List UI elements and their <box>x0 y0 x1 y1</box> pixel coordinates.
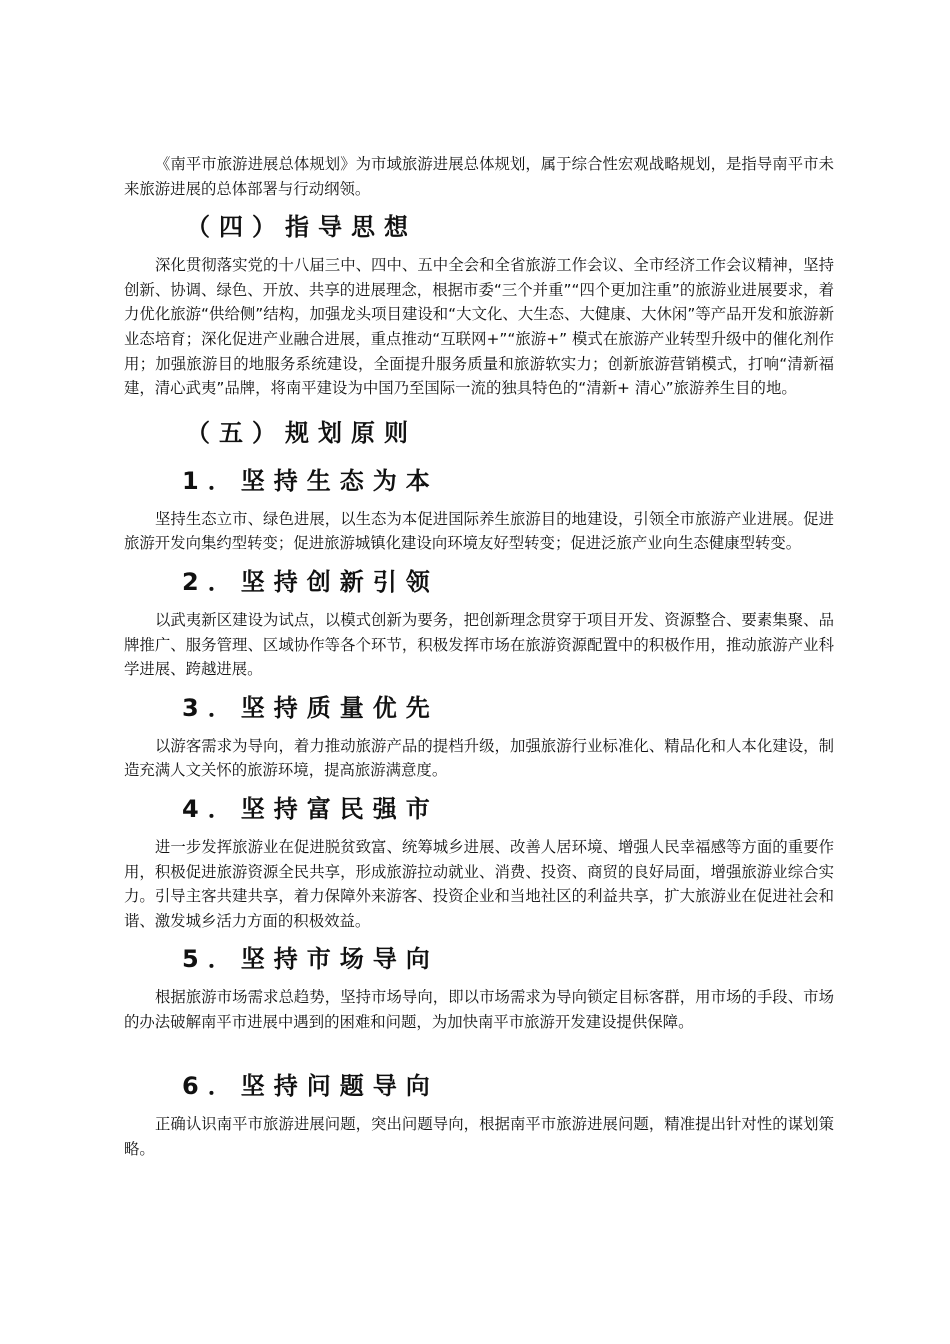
principle-paragraph-5: 根据旅游市场需求总趋势，坚持市场导向，即以市场需求为导向锁定目标客群，用市场的手段、市场的办法破解南平市进展中遇到的困难和问题，为加快南平市旅游开发建设提供保障。 <box>124 988 834 1031</box>
intro-paragraph: 《南平市旅游进展总体规划》为市域旅游进展总体规划，属于综合性宏观战略规划，是指导南平市未来旅游进展的总体部署与行动纲领。 <box>124 155 834 198</box>
principle-paragraph-1: 坚持生态立市、绿色进展，以生态为本促进国际养生旅游目的地建设，引领全市旅游产业进展。促进旅游开发向集约型转变；促进旅游城镇化建设向环境友好型转变；促进泛旅产业向生态健康型转变。 <box>124 509 834 553</box>
principle-paragraph-6: 正确认识南平市旅游进展问题，突出问题导向，根据南平市旅游进展问题，精准提出针对性的谋划策略。 <box>124 1115 834 1159</box>
principle-paragraph-3: 以游客需求为导向，着力推动旅游产品的提档升级，加强旅游行业标准化、精品化和人本化建设，制造充满人文关怀的旅游环境，提高旅游满意度。 <box>124 736 834 780</box>
principle-heading-3: 3．坚持质量优先 <box>182 693 439 722</box>
principle-heading-4: 4．坚持富民强市 <box>182 794 439 823</box>
section-heading-planning-principles: （五）规划原则 <box>186 418 417 447</box>
principle-paragraph-2: 以武夷新区建设为试点，以模式创新为要务，把创新理念贯穿于项目开发、资源整合、要素集聚、品牌推广、服务管理、区域协作等各个环节，积极发挥市场在旅游资源配置中的积极作用，推动旅游产业科学进展、跨越进展。 <box>124 610 834 679</box>
principle-heading-1: 1．坚持生态为本 <box>182 466 439 495</box>
guiding-ideology-paragraph: 深化贯彻落实党的十八届三中、四中、五中全会和全省旅游工作会议、全市经济工作会议精神，坚持创新、协调、绿色、开放、共享的进展理念，根据市委“三个并重”“四个更加注重”的旅游业进展要求，着力优化旅游“供给侧”结构，加强龙头项目建设和“大文化、大生态、大健康、大休闲”等产品开发和旅游新业态培育；深化促进产业融合进展，重点推动“互联网+”“旅游+” 模式在旅游产业转型升级中的催化剂作用；加强旅游目的地服务系统建设，全面提升服务质量和旅游软实力；创新旅游营销模式，打响“清新福建，清心武夷”品牌，将南平建设为中国乃至国际一流的独具特色的“清新+ 清心”旅游养生目的地。 <box>124 256 834 398</box>
principle-heading-5: 5．坚持市场导向 <box>182 945 439 974</box>
section-heading-guiding-ideology: （四）指导思想 <box>186 213 417 242</box>
principle-heading-2: 2．坚持创新引领 <box>182 567 439 596</box>
principle-paragraph-4: 进一步发挥旅游业在促进脱贫致富、统筹城乡进展、改善人居环境、增强人民幸福感等方面的重要作用，积极促进旅游资源全民共享，形成旅游拉动就业、消费、投资、商贸的良好局面，增强旅游业综合实力。引导主客共建共享，着力保障外来游客、投资企业和当地社区的利益共享，扩大旅游业在促进社会和谐、激发城乡活力方面的积极效益。 <box>124 837 834 930</box>
principle-heading-6: 6．坚持问题导向 <box>182 1072 439 1101</box>
document-page <box>124 152 834 1162</box>
